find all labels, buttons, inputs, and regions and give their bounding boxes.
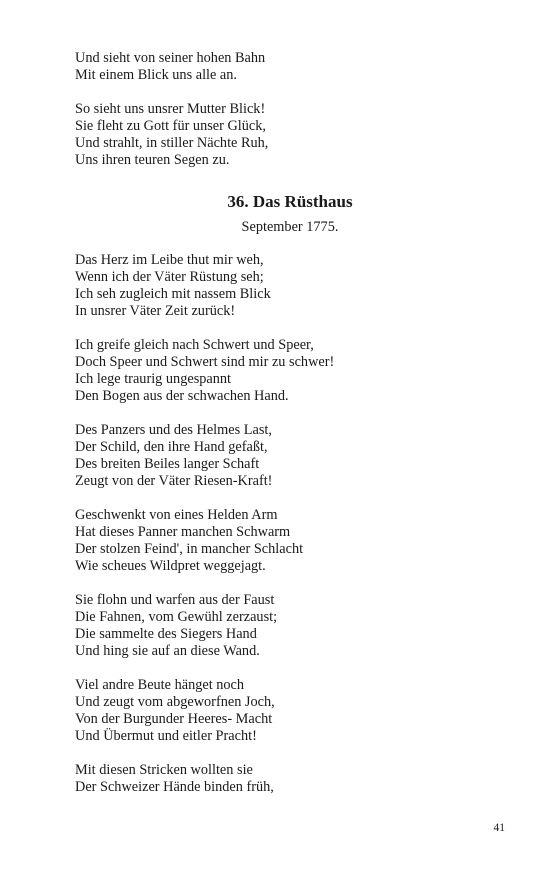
preceding-poem-ending <box>75 50 495 169</box>
stanza <box>75 101 495 169</box>
stanza <box>75 677 495 745</box>
stanza <box>75 762 495 796</box>
poem-date: September 1775. <box>241 219 339 235</box>
poem-title: 36. Das Rüsthaus <box>227 192 353 211</box>
verse-line: Doch Speer und Schwert sind mir zu schwer! <box>75 354 335 370</box>
verse-line: In unsrer Väter Zeit zurück! <box>75 303 236 319</box>
verse-line: Die Fahnen, vom Gewühl zerzaust; <box>75 609 278 625</box>
stanza <box>75 592 495 660</box>
verse-line: Der Schweizer Hände binden früh, <box>75 779 274 795</box>
verse-line: Uns ihren teuren Segen zu. <box>75 152 230 168</box>
verse-line: Von der Burgunder Heeres- Macht <box>75 711 273 727</box>
verse-line: Und strahlt, in stiller Nächte Ruh, <box>75 135 269 151</box>
verse-line: Und zeugt vom abgeworfnen Joch, <box>75 694 275 710</box>
stanza <box>75 50 495 84</box>
page-number: 41 <box>493 822 505 834</box>
verse-line: Den Bogen aus der schwachen Hand. <box>75 388 289 404</box>
verse-line: Das Herz im Leibe thut mir weh, <box>75 252 264 268</box>
verse-line: Viel andre Beute hänget noch <box>75 677 245 693</box>
verse-line: Und Übermut und eitler Pracht! <box>75 728 257 744</box>
verse-line: Mit einem Blick uns alle an. <box>75 67 237 83</box>
stanza <box>75 422 495 490</box>
verse-line: Ich seh zugleich mit nassem Blick <box>75 286 271 302</box>
verse-line: Des Panzers und des Helmes Last, <box>75 422 272 438</box>
stanza <box>75 252 495 320</box>
stanza <box>75 337 495 405</box>
verse-line: Hat dieses Panner manchen Schwarm <box>75 524 291 540</box>
verse-line: Und sieht von seiner hohen Bahn <box>75 50 266 66</box>
verse-line: Des breiten Beiles langer Schaft <box>75 456 260 472</box>
verse-line: Zeugt von der Väter Riesen-Kraft! <box>75 473 273 489</box>
poem-body <box>75 252 495 796</box>
verse-line: Wenn ich der Väter Rüstung seh; <box>75 269 264 285</box>
verse-line: Sie flohn und warfen aus der Faust <box>75 592 275 608</box>
verse-line: Mit diesen Stricken wollten sie <box>75 762 253 778</box>
verse-line: Wie scheues Wildpret weggejagt. <box>75 558 266 574</box>
verse-line: Und hing sie auf an diese Wand. <box>75 643 260 659</box>
verse-line: Der Schild, den ihre Hand gefaßt, <box>75 439 268 455</box>
verse-line: Die sammelte des Siegers Hand <box>75 626 257 642</box>
verse-line: Ich greife gleich nach Schwert und Speer, <box>75 337 314 353</box>
verse-line: Ich lege traurig ungespannt <box>75 371 232 387</box>
verse-line: Sie fleht zu Gott für unser Glück, <box>75 118 266 134</box>
verse-line: Geschwenkt von eines Helden Arm <box>75 507 278 523</box>
stanza <box>75 507 495 575</box>
verse-line: Der stolzen Feind', in mancher Schlacht <box>75 541 304 557</box>
verse-line: So sieht uns unsrer Mutter Blick! <box>75 101 266 117</box>
